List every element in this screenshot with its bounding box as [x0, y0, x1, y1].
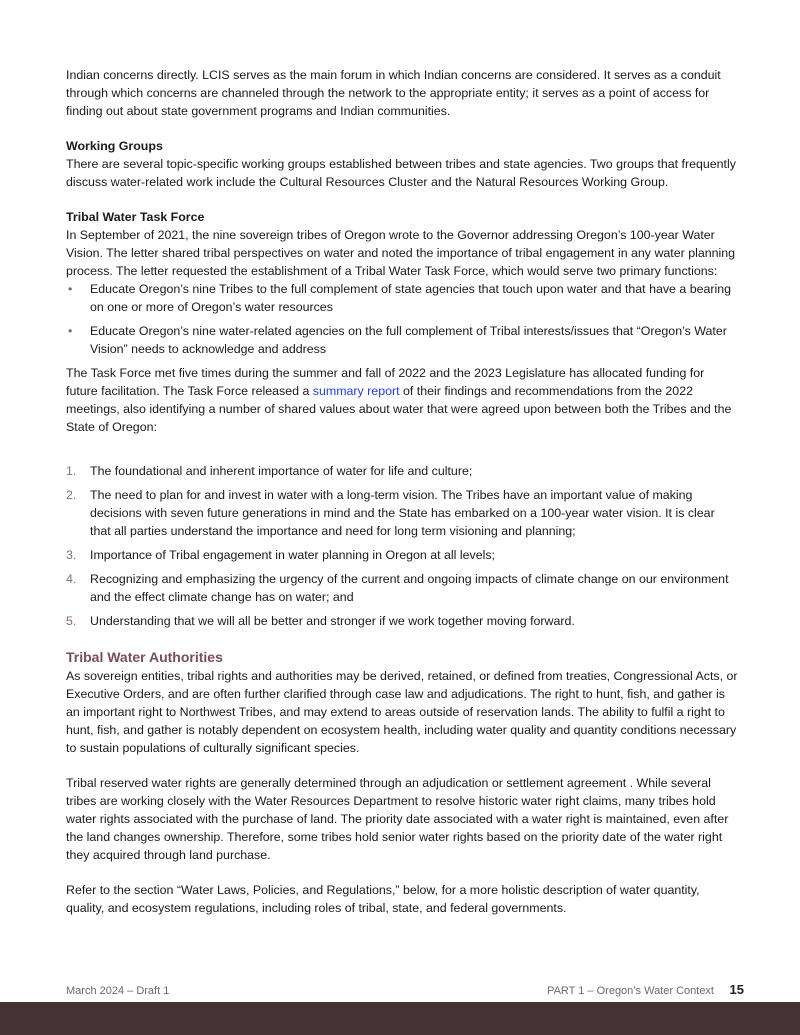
task-force-paragraph: In September of 2021, the nine sovereign tribes of Oregon wrote to the Governor addressing Oregon’s 100-year Water Vision. The letter shared tribal perspectives on water and noted the importance of tribal engagement in any water planning process. The letter requested the establishment of a Tribal Water Task Force, which would serve two primary functions:	[66, 228, 736, 278]
bullet-item: • Educate Oregon’s nine Tribes to the full complement of state agencies that touch upon water and that have a bearing on one or more of Oregon’s water resources	[68, 282, 732, 314]
list-item: 3. Importance of Tribal engagement in water planning in Oregon at all levels;	[66, 548, 495, 562]
footer-section: PART 1 – Oregon’s Water Context	[547, 985, 714, 997]
summary-report-link[interactable]: summary report	[312, 384, 400, 398]
page-body	[66, 66, 738, 934]
page-number: 15	[729, 982, 744, 997]
working-groups-heading: Working Groups	[66, 139, 163, 153]
list-item: 5. Understanding that we will all be better and stronger if we work together moving forward.	[66, 614, 575, 628]
bullet-icon: •	[68, 324, 73, 338]
authorities-paragraph: As sovereign entities, tribal rights and authorities may be derived, retained, or defined from treaties, Congressional Acts, or Executive Orders, and are often further clarified through case law and adjudications. The right to hunt, fish, and gather is an important right to Northwest Tribes, and may extend to areas outside of reservation lands. The ability to fulfil a right to hunt, fish, and gather is notably dependent on ecosystem health, including water quality and quantity conditions necessary to sustain populations of culturally significant species.	[66, 669, 738, 755]
list-item: 2. The need to plan for and invest in water with a long-term vision. The Tribes have an important value of making decisions with seven future generations in mind and the State has embarked on a 100-year water vision. It is clear that all parties understand the importance and need for long term visioning and planning;	[66, 488, 715, 538]
authorities-paragraph: Refer to the section “Water Laws, Policies, and Regulations,” below, for a more holistic description of water quantity, quality, and ecosystem regulations, including roles of tribal, state, and federal governments.	[66, 883, 700, 915]
task-force-summary-paragraph: The Task Force met five times during the summer and fall of 2022 and the 2023 Legislature has allocated funding for future facilitation. The Task Force released a summary report of their findings and recommendations from the 2022 meetings, also identifying a number of shared values about water that were agreed upon between both the Tribes and the State of Oregon:	[66, 366, 732, 434]
authorities-heading: Tribal Water Authorities	[66, 649, 223, 665]
footer-date: March 2024 – Draft 1	[66, 985, 170, 997]
list-item: 4. Recognizing and emphasizing the urgency of the current and ongoing impacts of climate change on our environment and the effect climate change has on water; and	[66, 572, 729, 604]
authorities-paragraph: Tribal reserved water rights are generally determined through an adjudication or settlement agreement . While several tribes are working closely with the Water Resources Department to resolve historic water right claims, many tribes hold water rights associated with the purchase of land. The priority date associated with a water right is maintained, even after the land changes ownership. Therefore, some tribes hold senior water rights based on the priority date of the water right they acquired through land purchase.	[66, 776, 729, 862]
working-groups-paragraph: There are several topic-specific working groups established between tribes and state agencies. Two groups that frequently discuss water-related work include the Cultural Resources Cluster and the Natural Resources Working Group.	[66, 157, 736, 189]
task-force-bullets	[66, 280, 738, 358]
intro-paragraph: Indian concerns directly. LCIS serves as the main forum in which Indian concerns are considered. It serves as a conduit through which concerns are channeled through the network to the appropriate entity; it serves as a point of access for finding out about state government programs and Indian communities.	[66, 68, 721, 118]
shared-values-list	[66, 462, 738, 630]
footer-bar	[0, 1002, 800, 1035]
task-force-heading: Tribal Water Task Force	[66, 210, 205, 224]
bullet-icon: •	[68, 282, 73, 296]
bullet-item: • Educate Oregon’s nine water-related agencies on the full complement of Tribal interests/issues that “Oregon’s Water Vision” needs to acknowledge and address	[68, 324, 727, 356]
list-item: 1. The foundational and inherent importance of water for life and culture;	[66, 464, 473, 478]
